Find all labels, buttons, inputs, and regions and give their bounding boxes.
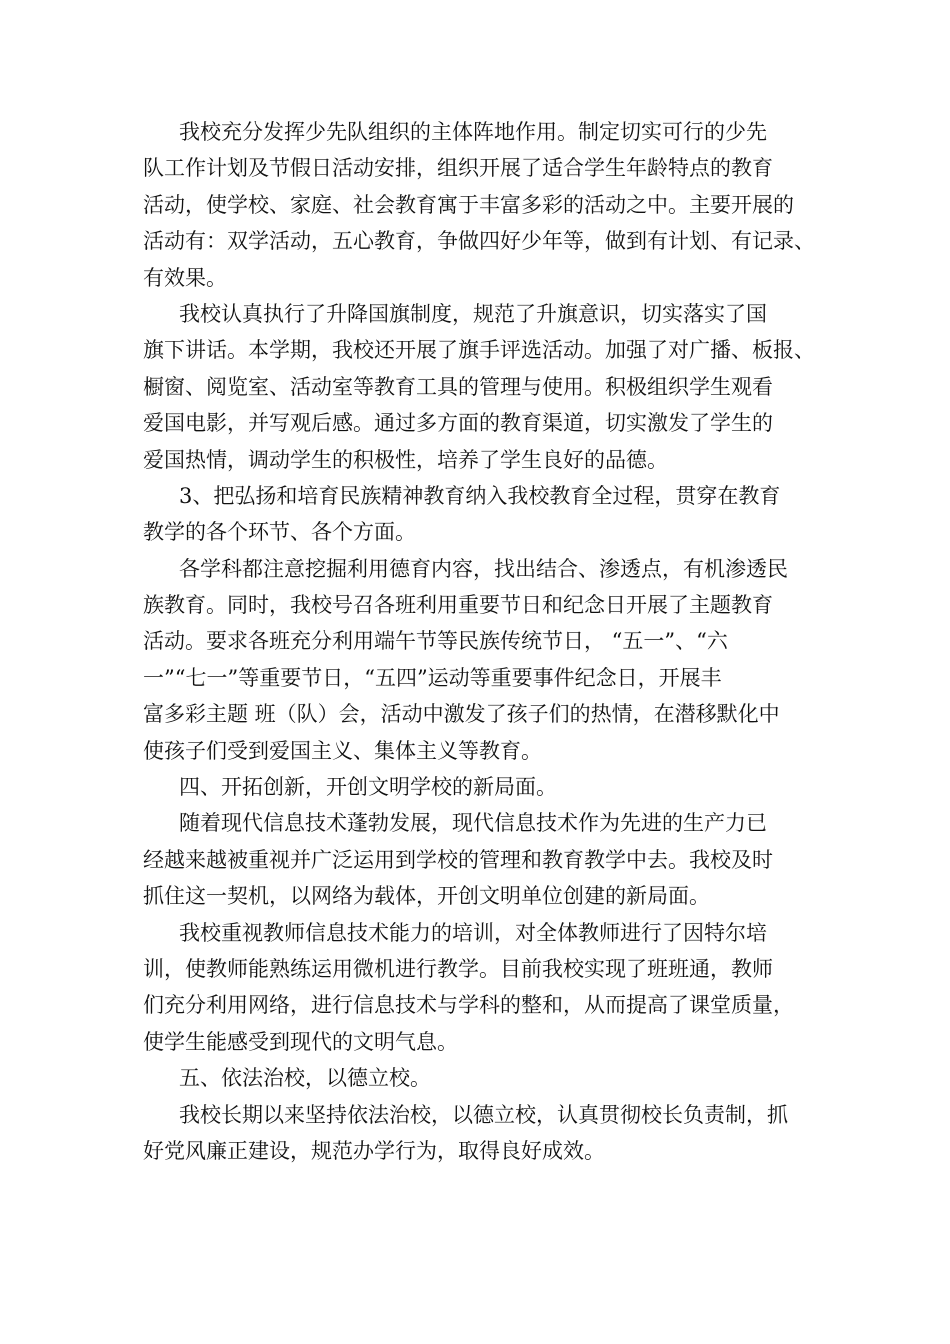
text-line: 使孩子们受到爱国主义、集体主义等教育。 [143, 738, 542, 763]
paragraph-flag-ceremony [143, 296, 815, 478]
paragraph-national-spirit-heading [143, 478, 808, 551]
paragraph-young-pioneers [143, 114, 815, 296]
text-line: 队工作计划及节假日活动安排，组织开展了适合学生年龄特点的教育 [143, 156, 773, 181]
text-line: 我校长期以来坚持依法治校，以德立校，认真贯彻校长负责制，抓 [179, 1102, 788, 1127]
section-heading-four [143, 769, 808, 805]
text-line: 四、开拓创新，开创文明学校的新局面。 [179, 775, 557, 800]
text-line: 爱国电影，并写观后感。通过多方面的教育渠道，切实激发了学生的 [143, 411, 773, 436]
text-line: 好党风廉正建设，规范办学行为，取得良好成效。 [143, 1138, 605, 1163]
text-line: 们充分利用网络，进行信息技术与学科的整和，从而提高了课堂质量， [143, 993, 794, 1018]
paragraph-teacher-training [143, 915, 808, 1061]
text-line: 旗下讲话。本学期，我校还开展了旗手评选活动。加强了对广播、板报、 [143, 338, 815, 363]
text-line: 使学生能感受到现代的文明气息。 [143, 1029, 458, 1054]
text-line: 富多彩主题 班（队）会，活动中激发了孩子们的热情，在潜移默化中 [143, 702, 780, 727]
text-line: 经越来越被重视并广泛运用到学校的管理和教育教学中去。我校及时 [143, 847, 773, 872]
paragraph-information-technology [143, 805, 808, 914]
text-line: 活动。要求各班充分利用端午节等民族传统节日， “五一”、“六 [143, 629, 728, 654]
text-line: 3、把弘扬和培育民族精神教育纳入我校教育全过程，贯穿在教育 [179, 483, 781, 508]
text-line: 随着现代信息技术蓬勃发展，现代信息技术作为先进的生产力已 [179, 811, 767, 836]
paragraph-subjects-ethnic-education [143, 551, 808, 769]
text-line: 我校认真执行了升降国旗制度，规范了升旗意识，切实落实了国 [179, 301, 767, 326]
text-line: 活动，使学校、家庭、社会教育寓于丰富多彩的活动之中。主要开展的 [143, 192, 794, 217]
text-line: 各学科都注意挖掘利用德育内容，找出结合、渗透点，有机渗透民 [179, 556, 788, 581]
text-line: 抓住这一契机，以网络为载体，开创文明单位创建的新局面。 [143, 884, 710, 909]
paragraph-rule-of-law [143, 1097, 808, 1170]
text-line: 我校充分发挥少先队组织的主体阵地作用。制定切实可行的少先 [179, 120, 767, 144]
section-heading-five [143, 1060, 808, 1096]
document-body [143, 114, 815, 1169]
text-line: 橱窗、阅览室、活动室等教育工具的管理与使用。积极组织学生观看 [143, 374, 773, 399]
text-line: 活动有：双学活动，五心教育，争做四好少年等，做到有计划、有记录、 [143, 229, 815, 254]
text-line: 有效果。 [143, 265, 227, 290]
text-line: 五、依法治校，以德立校。 [179, 1066, 431, 1091]
text-line: 一”“七一”等重要节日，“五四”运动等重要事件纪念日，开展丰 [143, 665, 722, 690]
text-line: 爱国热情，调动学生的积极性，培养了学生良好的品德。 [143, 447, 668, 472]
text-line: 族教育。同时，我校号召各班利用重要节日和纪念日开展了主题教育 [143, 593, 773, 618]
text-line: 训，使教师能熟练运用微机进行教学。目前我校实现了班班通，教师 [143, 956, 773, 981]
text-line: 教学的各个环节、各个方面。 [143, 520, 416, 545]
text-line: 我校重视教师信息技术能力的培训，对全体教师进行了因特尔培 [179, 920, 767, 945]
